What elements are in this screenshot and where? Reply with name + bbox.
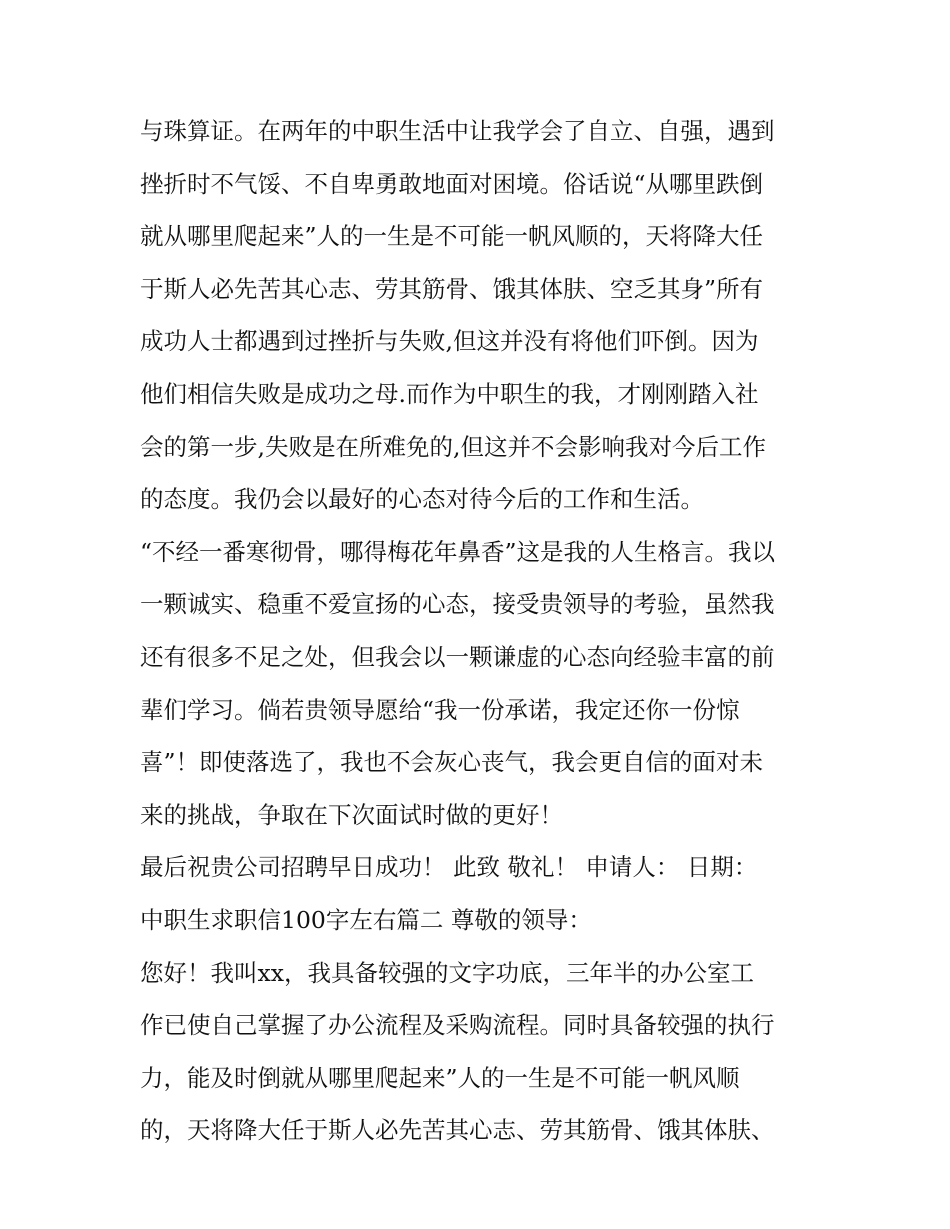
text-line: 就从哪里爬起来”人的一生是不可能一帆风顺的，天将降大任 bbox=[140, 222, 764, 251]
text-line: “不经一番寒彻骨，哪得梅花年鼻香”这是我的人生格言。我以 bbox=[140, 537, 776, 566]
text-line: 与珠算证。在两年的中职生活中让我学会了自立、自强，遇到 bbox=[140, 117, 775, 145]
text-line: 作已使自己掌握了办公流程及采购流程。同时具备较强的执行 bbox=[140, 1011, 775, 1040]
text-line: 辈们学习。倘若贵领导愿给“我一份承诺，我定还你一份惊 bbox=[140, 695, 740, 724]
text-line: 会的第一步,失败是在所难免的,但这并不会影响我对今后工作 bbox=[140, 432, 766, 461]
text-line: 的态度。我仍会以最好的心态对待今后的工作和生活。 bbox=[140, 485, 704, 514]
text-line: 一颗诚实、稳重不爱宣扬的心态，接受贵领导的考验，虽然我 bbox=[140, 590, 775, 619]
text-line: 力，能及时倒就从哪里爬起来”人的一生是不可能一帆风顺 bbox=[140, 1063, 740, 1092]
text-line: 挫折时不气馁、不自卑勇敢地面对困境。俗话说“从哪里跌倒 bbox=[140, 169, 764, 198]
text-line: 最后祝贵公司招聘早日成功！ 此致 敬礼！ 申请人： 日期： bbox=[140, 853, 758, 882]
text-line: 还有很多不足之处，但我会以一颗谦虚的心态向经验丰富的前 bbox=[140, 642, 775, 671]
body-text bbox=[140, 105, 820, 1157]
text-line: 来的挑战，争取在下次面试时做的更好！ bbox=[140, 800, 563, 829]
text-line: 于斯人必先苦其心志、劳其筋骨、饿其体肤、空乏其身”所有 bbox=[140, 274, 764, 303]
text-line: 成功人士都遇到过挫折与失败,但这并没有将他们吓倒。因为 bbox=[140, 327, 759, 356]
text-line: 的，天将降大任于斯人必先苦其心志、劳其筋骨、饿其体肤、 bbox=[140, 1116, 775, 1145]
text-line: 中职生求职信100字左右篇二 尊敬的领导： bbox=[140, 905, 592, 934]
text-line: 喜”！即使落选了，我也不会灰心丧气，我会更自信的面对未 bbox=[140, 748, 764, 777]
text-line: 他们相信失败是成功之母.而作为中职生的我，才刚刚踏入社 bbox=[140, 379, 759, 408]
text-line: 您好！我叫xx，我具备较强的文字功底，三年半的办公室工 bbox=[140, 958, 755, 987]
